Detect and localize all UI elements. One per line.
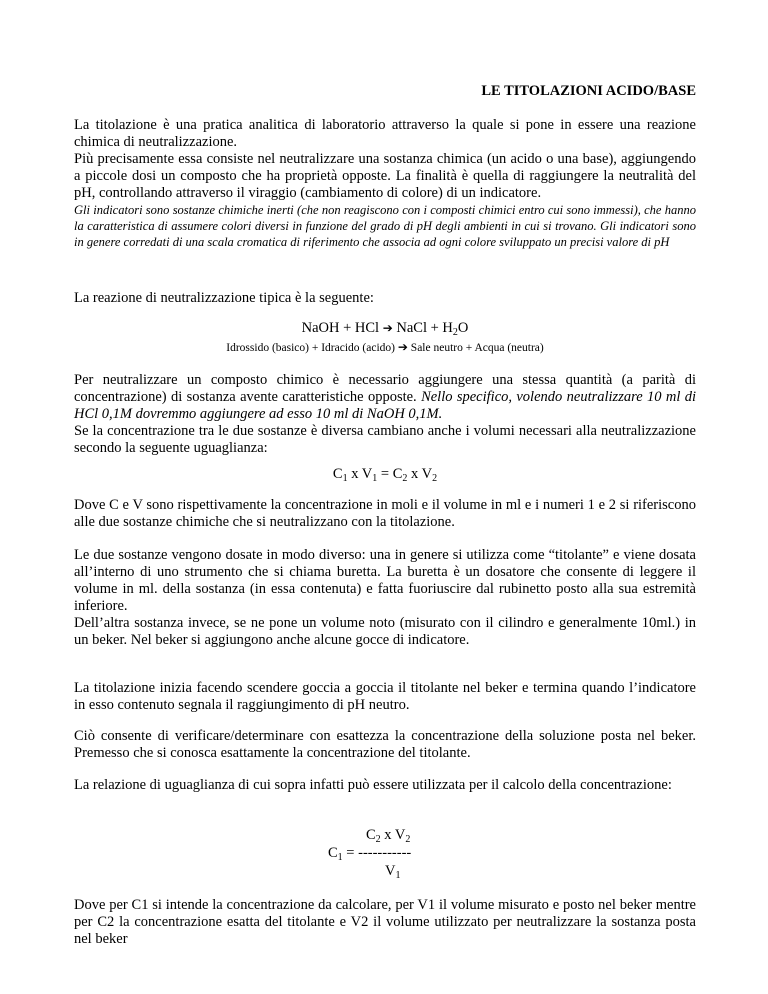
start-paragraph: La titolazione inizia facendo scendere goccia a goccia il titolante nel beker e termina quando l’indicatore in esso contenuto segnala il raggiungimento di pH neutro. xyxy=(74,680,696,713)
page-title: LE TITOLAZIONI ACIDO/BASE xyxy=(481,83,696,99)
reaction-caption-left: Idrossido (basico) + Idracido (acido) xyxy=(226,342,395,354)
indicator-note: Gli indicatori sono sostanze chimiche inerti (che non reagiscono con i composti chimici entro cui sono immessi), che hanno la caratteristica di assumere colori diversi in funzione del grado di pH degli ambienti in cui si trovano. Gli indicatori sono in genere corredati di una scala cromatica di riferimento che associa ad ogni colore sviluppato un precisi valore di pH xyxy=(74,203,696,249)
reaction-arrow-icon: ➔ xyxy=(382,321,393,335)
dosing-paragraph-2: Dell’altra sostanza invece, se ne pone un volume noto (misurato con il cilindro e generalmente 10ml.) in un beker. Nel beker si aggiungono anche alcune gocce di indicatore. xyxy=(74,615,696,648)
reaction-caption-right: Sale neutro + Acqua (neutra) xyxy=(410,342,544,354)
reaction-products: NaCl + $H_2O$ xyxy=(396,320,469,338)
final-paragraph: Dove per C1 si intende la concentrazione da calcolare, per V1 il volume misurato e posto nel beker mentre per C2 la concentrazione esatta del titolante e V2 il volume utilizzato per neutralizzare la sostanza posta nel beker xyxy=(74,897,696,947)
reaction-equation xyxy=(74,320,696,337)
reaction-caption xyxy=(74,340,696,354)
reaction-reagents: NaOH + HCl xyxy=(301,320,380,336)
relation-paragraph: La relazione di uguaglianza di cui sopra infatti può essere utilizzata per il calcolo della concentrazione: xyxy=(74,777,672,793)
verify-paragraph: Ciò consente di verificare/determinare con esattezza la concentrazione della soluzione posta nel beker. Premesso che si conosca esattamente la concentrazione del titolante. xyxy=(74,728,696,761)
intro-section xyxy=(74,117,696,250)
fraction-bar: ----------- xyxy=(358,845,412,861)
equality-equation: $C_1$ x $V_1 = C_2$ x $V_2$ xyxy=(332,466,438,484)
dosing-paragraph-1: Le due sostanze vengono dosate in modo diverso: una in genere si utilizza come “titolante” e viene dosata all’interno di uno strumento che si chiama buretta. La buretta è un dosatore che consente di leggere il volume in ml. della sostanza (in essa contenuta) e fatta fuoriuscire dal rubinetto posto alla sua estremità inferiore. xyxy=(74,547,696,614)
intro-paragraph-1: La titolazione è una pratica analitica di laboratorio attraverso la quale si pone in essere una reazione chimica di neutralizzazione. xyxy=(74,117,696,150)
neutralize-paragraph: Per neutralizzare un composto chimico è necessario aggiungere una stessa quantità (a parità di concentrazione) di sostanza avente caratteristiche opposte. Nello specifico, volendo neutralizzare 10 ml di HCl 0,1M dovremmo aggiungere ad esso 10 ml di NaOH 0,1M. Se la concentrazione tra le due sostanze è diversa cambiano anche i volumi necessari alla neutralizzazione secondo la seguente uguaglianza: xyxy=(74,372,697,456)
formula-numerator: $C_2$ x $V_2$ xyxy=(366,827,411,845)
intro-paragraph-2: Più precisamente essa consiste nel neutralizzare una sostanza chimica (un acido o una base), aggiungendo a piccole dosi un composto che ha proprietà opposte. La finalità è quella di raggiungere la neutralità del pH, controllando attraverso il viraggio (cambiamento di colore) di un indicatore. xyxy=(74,151,696,201)
where-cv-paragraph: Dove C e V sono rispettivamente la concentrazione in moli e il volume in ml e i numeri 1 e 2 si riferiscono alle due sostanze chimiche che si neutralizzano con la titolazione. xyxy=(74,497,696,530)
formula-denominator: $V_1$ xyxy=(385,863,401,881)
formula-lhs: $C_1$ = ----------- xyxy=(328,845,412,863)
caption-arrow-icon: ➔ xyxy=(397,340,408,354)
reaction-intro: La reazione di neutralizzazione tipica è la seguente: xyxy=(74,290,374,306)
dosing-section xyxy=(74,547,696,649)
